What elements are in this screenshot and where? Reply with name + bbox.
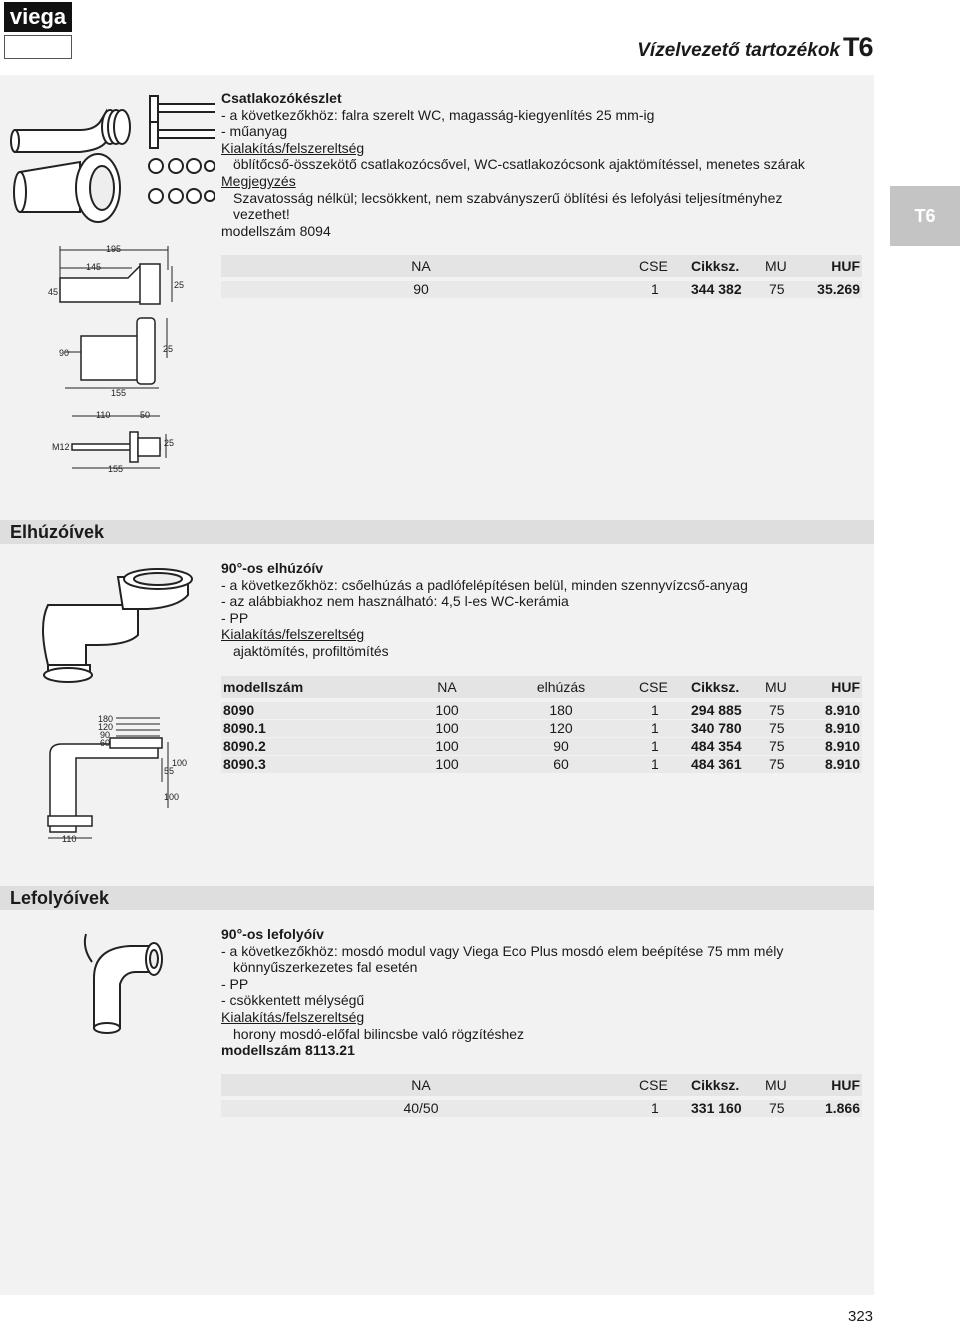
cell-mu: 75 bbox=[769, 738, 785, 754]
dimension-drawing-2 bbox=[55, 312, 185, 402]
cell-huf: 35.269 bbox=[817, 281, 860, 297]
dim-label: 55 bbox=[164, 766, 175, 776]
product-title: 90°-os lefolyóív bbox=[221, 926, 324, 942]
offset-bend-table bbox=[221, 676, 862, 773]
note-line: vezethet! bbox=[233, 206, 290, 223]
note-heading: Megjegyzés bbox=[221, 172, 296, 189]
cell-huf: 8.910 bbox=[824, 756, 860, 772]
cell-model: 8090.3 bbox=[223, 756, 266, 772]
cell-model: 8090.2 bbox=[223, 738, 266, 754]
cell-article: 340 780 bbox=[691, 720, 742, 736]
cell-na: 90 bbox=[413, 281, 429, 297]
feature-line: - az alábbiakhoz nem használható: 4,5 l-es WC-kerámia bbox=[221, 593, 569, 610]
feature-line: - a következőkhöz: mosdó modul vagy Viega Eco Plus mosdó elem beépítése 75 mm mély bbox=[221, 942, 784, 959]
cell-na: 100 bbox=[435, 720, 459, 736]
feature-line: - a következőkhöz: csőelhúzás a padlófelépítésen belül, minden szennyvízcső-anyag bbox=[221, 576, 748, 593]
feature-line: - PP bbox=[221, 609, 249, 626]
cell-na: 100 bbox=[435, 702, 459, 718]
drain-bend-product-image bbox=[80, 928, 170, 1038]
dimension-drawing-1 bbox=[40, 242, 190, 307]
feature-line: - csökkentett mélységű bbox=[221, 992, 365, 1009]
page-title: Vízelvezető tartozékok bbox=[637, 40, 840, 61]
model-number: modellszám 8094 bbox=[221, 222, 331, 239]
dim-label: 25 bbox=[163, 344, 174, 354]
dim-label: 25 bbox=[164, 438, 175, 448]
dim-label: 110 bbox=[62, 834, 77, 844]
cell-offset: 90 bbox=[553, 738, 569, 754]
chapter-tab[interactable]: T6 bbox=[890, 186, 960, 246]
cell-model: 8090.1 bbox=[223, 720, 266, 736]
table-header bbox=[221, 255, 862, 277]
dim-label: 90 bbox=[100, 730, 111, 740]
section-bar-drain-bends: Lefolyóívek bbox=[0, 886, 874, 910]
col-cse: CSE bbox=[639, 679, 668, 695]
col-cse: CSE bbox=[639, 258, 668, 274]
col-cse: CSE bbox=[639, 1077, 668, 1093]
dim-label: 90 bbox=[59, 348, 70, 358]
chapter-code: T6 bbox=[843, 32, 873, 62]
dim-label: 155 bbox=[111, 388, 127, 398]
cell-mu: 75 bbox=[769, 756, 785, 772]
cell-cse: 1 bbox=[651, 738, 659, 754]
product-title: 90°-os elhúzóív bbox=[221, 560, 324, 576]
col-na: NA bbox=[437, 679, 457, 695]
section-bar-offset-bends: Elhúzóívek bbox=[0, 520, 874, 544]
equipment-text: öblítőcső-összekötő csatlakozócsővel, WC-csatlakozócsonk ajaktömítéssel, menetes szárak bbox=[233, 156, 805, 173]
table-header bbox=[221, 676, 862, 698]
dim-label: 100 bbox=[172, 758, 188, 768]
feature-line: - a következőkhöz: falra szerelt WC, magasság-kiegyenlítés 25 mm-ig bbox=[221, 106, 655, 123]
dim-label: 100 bbox=[164, 792, 180, 802]
col-na: NA bbox=[411, 1077, 431, 1093]
dim-label: 195 bbox=[106, 244, 122, 254]
model-number: modellszám 8113.21 bbox=[221, 1042, 355, 1059]
cell-huf: 8.910 bbox=[824, 702, 860, 718]
cell-article: 294 885 bbox=[691, 702, 742, 718]
logo-box bbox=[4, 35, 72, 59]
offset-bend-product-image bbox=[28, 565, 193, 685]
dim-label: 155 bbox=[108, 464, 124, 474]
table-row bbox=[221, 280, 862, 298]
cell-cse: 1 bbox=[651, 1100, 659, 1116]
cell-offset: 180 bbox=[549, 702, 573, 718]
dim-label: 180 bbox=[98, 714, 114, 724]
col-mu: MU bbox=[765, 679, 787, 695]
equipment-text: ajaktömítés, profiltömítés bbox=[233, 642, 389, 659]
page-number: 323 bbox=[848, 1308, 874, 1325]
cell-offset: 120 bbox=[549, 720, 573, 736]
col-article: Cikksz. bbox=[691, 258, 740, 274]
table-row bbox=[221, 755, 862, 773]
cell-cse: 1 bbox=[651, 720, 659, 736]
offset-bend-dimension-drawing bbox=[40, 712, 190, 847]
cell-huf: 8.910 bbox=[824, 720, 860, 736]
col-article: Cikksz. bbox=[691, 679, 740, 695]
cell-mu: 75 bbox=[769, 281, 785, 297]
equipment-heading: Kialakítás/felszereltség bbox=[221, 626, 365, 643]
table-row bbox=[221, 719, 862, 737]
feature-line: - PP bbox=[221, 975, 249, 992]
offset-bend-description bbox=[221, 560, 861, 660]
note-line: Szavatosság nélkül; lecsökkent, nem szabványszerű öblítési és lefolyási teljesítményhez bbox=[233, 189, 783, 206]
cell-na: 100 bbox=[435, 756, 459, 772]
connection-set-product-image bbox=[10, 92, 215, 227]
viega-logo: viega bbox=[4, 2, 72, 32]
cell-cse: 1 bbox=[651, 281, 659, 297]
col-mu: MU bbox=[765, 258, 787, 274]
col-offset: elhúzás bbox=[536, 679, 586, 695]
drain-bend-table bbox=[221, 1074, 862, 1117]
equipment-text: horony mosdó-előfal bilincsbe való rögzítéshez bbox=[233, 1025, 525, 1042]
cell-huf: 1.866 bbox=[824, 1100, 860, 1116]
dim-label: 110 bbox=[96, 410, 111, 420]
cell-na: 100 bbox=[435, 738, 459, 754]
table-row bbox=[221, 737, 862, 755]
dim-label: 45 bbox=[48, 287, 59, 297]
dim-label: 120 bbox=[98, 722, 114, 732]
col-huf: HUF bbox=[831, 1077, 860, 1093]
cell-cse: 1 bbox=[651, 756, 659, 772]
feature-line: könnyűszerkezetes fal esetén bbox=[233, 959, 418, 976]
drain-bend-description bbox=[221, 926, 861, 1059]
equipment-heading: Kialakítás/felszereltség bbox=[221, 139, 365, 156]
cell-article: 484 361 bbox=[691, 756, 742, 772]
cell-mu: 75 bbox=[769, 1100, 785, 1116]
connection-set-description bbox=[221, 90, 861, 239]
cell-mu: 75 bbox=[769, 720, 785, 736]
cell-article: 331 160 bbox=[691, 1100, 742, 1116]
cell-mu: 75 bbox=[769, 702, 785, 718]
feature-line: - műanyag bbox=[221, 123, 288, 140]
equipment-heading: Kialakítás/felszereltség bbox=[221, 1008, 365, 1025]
dim-label: 60 bbox=[100, 738, 111, 748]
cell-na: 40/50 bbox=[403, 1100, 439, 1116]
cell-model: 8090 bbox=[223, 702, 255, 718]
dim-label: M12 bbox=[52, 442, 70, 452]
connection-set-table bbox=[221, 255, 862, 298]
product-title: Csatlakozókészlet bbox=[221, 90, 342, 106]
col-article: Cikksz. bbox=[691, 1077, 740, 1093]
dimension-drawing-3 bbox=[50, 408, 180, 474]
table-row bbox=[221, 701, 862, 719]
cell-offset: 60 bbox=[553, 756, 569, 772]
col-na: NA bbox=[411, 258, 431, 274]
cell-cse: 1 bbox=[651, 702, 659, 718]
dim-label: 25 bbox=[174, 280, 185, 290]
cell-article: 344 382 bbox=[691, 281, 742, 297]
table-row bbox=[221, 1099, 862, 1117]
col-mu: MU bbox=[765, 1077, 787, 1093]
dim-label: 50 bbox=[140, 410, 151, 420]
table-header bbox=[221, 1074, 862, 1096]
cell-article: 484 354 bbox=[691, 738, 742, 754]
col-huf: HUF bbox=[831, 258, 860, 274]
col-model: modellszám bbox=[223, 679, 304, 695]
dim-label: 145 bbox=[86, 262, 102, 272]
cell-huf: 8.910 bbox=[824, 738, 860, 754]
col-huf: HUF bbox=[831, 679, 860, 695]
